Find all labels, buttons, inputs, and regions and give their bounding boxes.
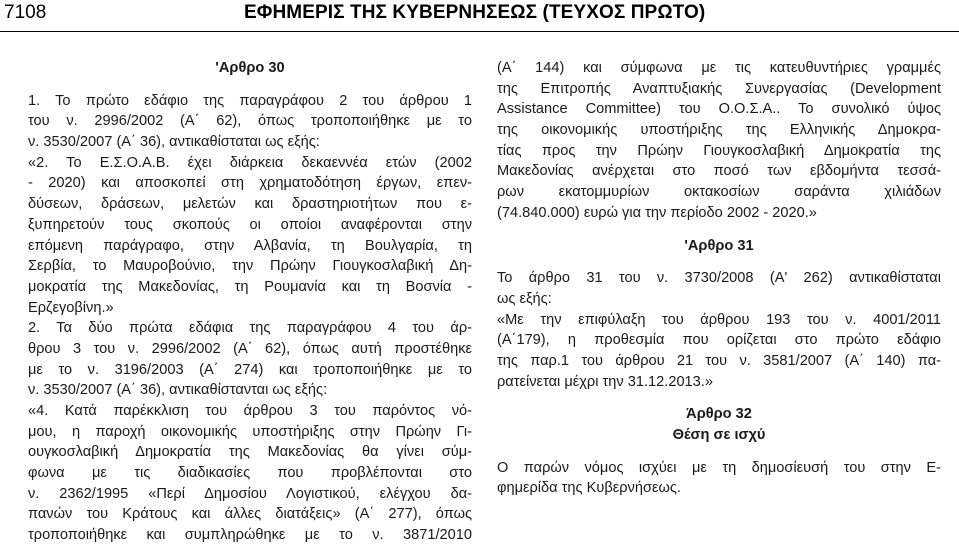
paragraph-line: της παρ.1 του άρθρου 21 του ν. 3581/2007 (Α΄ 140) πα-: [497, 352, 941, 369]
right-column: [497, 58, 941, 499]
paragraph-line: ως εξής:: [497, 290, 552, 307]
article-subheading: Θέση σε ισχύ: [672, 427, 766, 443]
paragraph-line: τίας προς την Πρώην Γιουγκοσλαβική Δημοκρατία της: [497, 142, 941, 159]
paragraph-line: Ερζεγοβίνη.»: [28, 299, 114, 316]
paragraph-line: με το ν. 3196/2003 (Α΄ 274) και τροποποιήθηκε με το: [28, 361, 472, 378]
paragraph-line: (74.840.000) ευρώ για την περίοδο 2002 - 2020.»: [497, 204, 817, 221]
paragraph-line: φωνα με τις διαδικασίες που προβλέπονται στο: [28, 465, 472, 482]
paragraph-line: Μακεδονίας ανέρχεται στο ποσό των εβδομήντα τεσσά-: [497, 163, 941, 180]
spacer: [497, 446, 941, 458]
paragraph-line: «4. Κατά παρέκκλιση του άρθρου 3 του παρόντος νό-: [28, 403, 472, 419]
article-heading: 'Αρθρο 31: [684, 237, 754, 254]
gazette-title: ΕΦΗΜΕΡΙΣ ΤΗΣ ΚΥΒΕΡΝΗΣΕΩΣ (ΤΕΥΧΟΣ ΠΡΩΤΟ): [244, 2, 706, 23]
spacer: [497, 256, 941, 268]
paragraph-line: ρατείνεται μέχρι την 31.12.2013.»: [497, 373, 713, 390]
paragraph-line: θρου 3 του ν. 2996/2002 (Α΄ 62), όπως αυτή προστέθηκε: [28, 340, 472, 357]
paragraph-line: ν. 3530/2007 (Α΄ 36), αντικαθίστανται ως εξής:: [28, 382, 328, 399]
spacer: [497, 224, 941, 236]
paragraph-line: ρων εκατομμυρίων οκτακοσίων σαράντα χιλιάδων: [497, 184, 941, 201]
article-heading: Άρθρο 32: [686, 406, 752, 423]
paragraph-line: ξυπηρετούν τους σκοπούς οι οποίοι αναφέρονται στην: [28, 216, 472, 233]
paragraph-line: μου, η παροχή οικονομικής υποστήριξης στην Πρώην Γι-: [28, 423, 472, 440]
paragraph-line: του ν. 2996/2002 (Α΄ 62), όπως τροποποιήθηκε με το: [28, 113, 472, 130]
paragraph-line: επόμενη παράγραφο, στην Αλβανία, τη Βουλγαρία, τη: [28, 237, 472, 254]
spacer: [28, 79, 472, 91]
header-rule: [0, 31, 959, 32]
page-header: [0, 0, 959, 30]
paragraph-line: 2. Τα δύο πρώτα εδάφια της παραγράφου 4 του άρ-: [28, 320, 472, 337]
paragraph-line: μοκρατία της Μακεδονίας, τη Ρουμανία και τη Βοσνία -: [28, 278, 472, 295]
paragraph-line: της Επιτροπής Αναπτυξιακής Συνεργασίας (Development: [497, 80, 941, 97]
paragraph-line: της οικονομικής υποστήριξης της Ελληνικής Δημοκρα-: [497, 122, 941, 139]
spacer: [497, 392, 941, 404]
paragraph-line: δύσεων, δράσεων, μελετών και δραστηριοτήτων που ε-: [28, 196, 472, 213]
paragraph-line: ν. 2362/1995 «Περί Δημοσίου Λογιστικού, ελέγχου δα-: [28, 485, 472, 502]
paragraph-line: Ο παρών νόμος ισχύει με τη δημοσίευσή του στην Ε-: [497, 459, 941, 476]
paragraph-line: «2. Το Ε.Σ.Ο.Α.Β. έχει διάρκεια δεκαεννέα ετών (2002: [28, 154, 472, 171]
paragraph-line: - 2020) και αποσκοπεί στη χρηματοδότηση έργων, επεν-: [28, 175, 472, 192]
paragraph-line: (Α΄ 144) και σύμφωνα με τις κατευθυντήριες γραμμές: [497, 60, 941, 76]
paragraph-line: πανών του Κράτους και άλλες διατάξεις» (Α΄ 277), όπως: [28, 506, 472, 523]
paragraph-line: ν. 3530/2007 (Α΄ 36), αντικαθίσταται ως εξής:: [28, 134, 320, 151]
left-column: [28, 58, 472, 546]
paragraph-line: Assistance Committee) του Ο.Ο.Σ.Α.. Το συνολικό ύψος: [497, 101, 941, 118]
paragraph-line: Το άρθρο 31 του ν. 3730/2008 (Α' 262) αντικαθίσταται: [497, 270, 941, 287]
paragraph-line: 1. Το πρώτο εδάφιο της παραγράφου 2 του άρθρου 1: [28, 92, 472, 109]
article-heading: 'Αρθρο 30: [215, 60, 285, 76]
paragraph-line: φημερίδα της Κυβερνήσεως.: [497, 480, 681, 497]
paragraph-line: Σερβία, το Μαυροβούνιο, την Πρώην Γιουγκοσλαβική Δη-: [28, 258, 472, 275]
paragraph-line: (Α΄179), η προθεσμία που ορίζεται στο πρώτο εδάφιο: [497, 332, 941, 349]
paragraph-line: «Με την επιφύλαξη του άρθρου 193 του ν. 4001/2011: [497, 311, 941, 328]
page-number: 7108: [4, 2, 47, 23]
paragraph-line: τροποποιήθηκε και συμπληρώθηκε με το ν. 3871/2010: [28, 527, 472, 544]
paragraph-line: ουγκοσλαβική Δημοκρατία της Μακεδονίας θα γίνει σύμ-: [28, 444, 472, 461]
